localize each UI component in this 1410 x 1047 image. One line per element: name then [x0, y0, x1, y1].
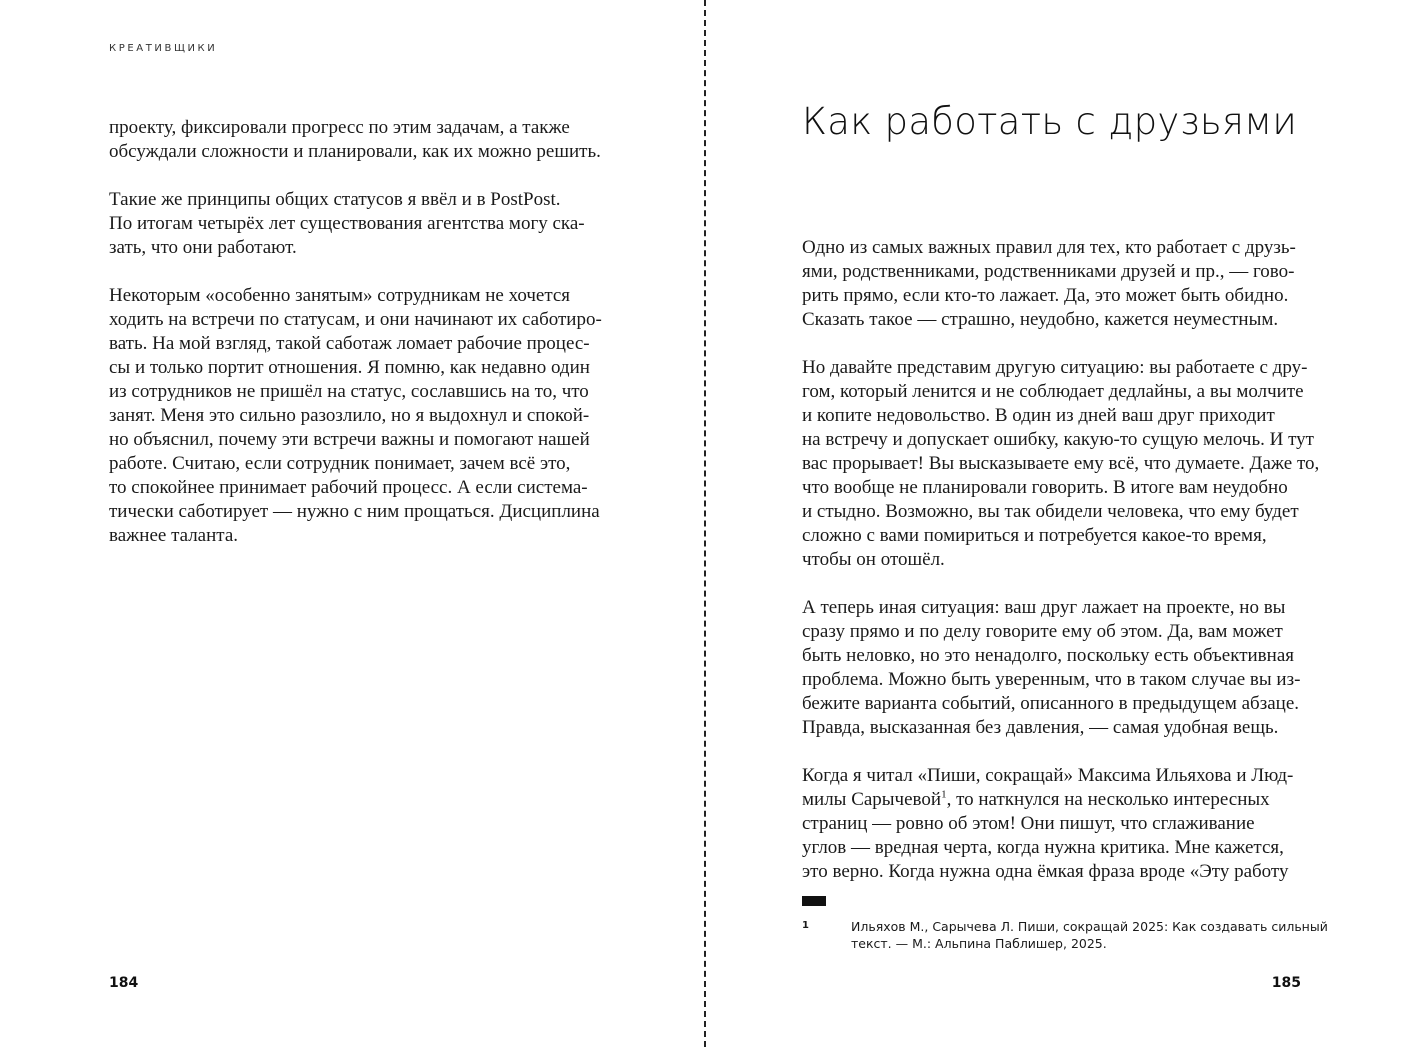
text-line: что вообще не планировали говорить. В итоге вам неудобно — [802, 477, 1288, 498]
text-line: Правда, высказанная без давления, — самая удобная вещь. — [802, 717, 1279, 738]
paragraph — [802, 596, 1322, 740]
text-line: рить прямо, если кто-то лажает. Да, это может быть обидно. — [802, 285, 1289, 306]
text-line: и стыдно. Возможно, вы так обидели человека, что ему будет — [802, 501, 1299, 522]
text-line: вас прорывает! Вы высказываете ему всё, что думаете. Даже то, — [802, 453, 1320, 474]
paragraph — [109, 284, 629, 548]
text-line: гом, который ленится и не соблюдает дедлайны, а вы молчите — [802, 381, 1304, 402]
paragraph — [802, 236, 1322, 332]
text-line: проблема. Можно быть уверенным, что в таком случае вы из- — [802, 669, 1301, 690]
text-line: вать. На мой взгляд, такой саботаж ломает рабочие процес- — [109, 333, 590, 354]
text-line: работе. Считаю, если сотрудник понимает, зачем всё это, — [109, 453, 571, 474]
text-line: чтобы он отошёл. — [802, 549, 945, 570]
text-line: страниц — ровно об этом! Они пишут, что сглаживание — [802, 813, 1255, 834]
page-number-left: 184 — [109, 975, 139, 991]
right-body-text — [802, 236, 1322, 884]
footnote-text — [851, 918, 1328, 952]
footnote-line: Ильяхов М., Сарычева Л. Пиши, сокращай 2025: Как создавать сильный — [851, 919, 1328, 934]
text-line: быть неловко, но это ненадолго, поскольку есть объективная — [802, 645, 1294, 666]
text-line — [802, 788, 1322, 812]
text-line: тически саботирует — нужно с ним прощаться. Дисциплина — [109, 501, 600, 522]
text-line: это верно. Когда нужна одна ёмкая фраза вроде «Эту работу — [802, 861, 1289, 882]
chapter-title: Как работать с друзьями — [802, 100, 1298, 143]
text-fragment: , то наткнулся на несколько интересных — [946, 789, 1270, 810]
text-line: обсуждали сложности и планировали, как их можно решить. — [109, 141, 601, 162]
text-line: зать, что они работают. — [109, 237, 297, 258]
footnote-line: текст. — М.: Альпина Паблишер, 2025. — [851, 936, 1107, 951]
text-line: и копите недовольство. В один из дней ваш друг приходит — [802, 405, 1275, 426]
left-body-text — [109, 116, 629, 548]
footnote-marker-bar — [802, 896, 826, 906]
text-line: А теперь иная ситуация: ваш друг лажает на проекте, но вы — [802, 597, 1286, 618]
text-line: то спокойнее принимает рабочий процесс. А если система- — [109, 477, 588, 498]
text-line: важнее таланта. — [109, 525, 239, 546]
text-line: По итогам четырёх лет существования агентства могу ска- — [109, 213, 585, 234]
text-line: Некоторым «особенно занятым» сотрудникам не хочется — [109, 285, 571, 306]
text-line: Сказать такое — страшно, неудобно, кажется неуместным. — [802, 309, 1279, 330]
text-line: сразу прямо и по делу говорите ему об этом. Да, вам может — [802, 621, 1283, 642]
text-line: Такие же принципы общих статусов я ввёл и в PostPost. — [109, 189, 561, 210]
text-line: сы и только портит отношения. Я помню, как недавно один — [109, 357, 590, 378]
page-number-right: 185 — [1271, 975, 1301, 991]
paragraph — [109, 188, 629, 260]
text-line: но объяснил, почему эти встречи важны и помогают нашей — [109, 429, 590, 450]
text-fragment: милы Сарычевой — [802, 789, 942, 810]
text-line: бежите варианта событий, описанного в предыдущем абзаце. — [802, 693, 1300, 714]
text-line: Но давайте представим другую ситуацию: вы работаете с дру- — [802, 357, 1308, 378]
footnote-reference[interactable]: 1 — [941, 788, 947, 801]
text-line: ходить на встречи по статусам, и они начинают их саботиро- — [109, 309, 602, 330]
text-line: ями, родственниками, родственниками друзей и пр., — гово- — [802, 261, 1295, 282]
text-line: проекту, фиксировали прогресс по этим задачам, а также — [109, 117, 570, 138]
paragraph — [802, 356, 1322, 572]
right-page — [706, 0, 1410, 1047]
text-line: из сотрудников не пришёл на статус, сославшись на то, что — [109, 381, 589, 402]
text-line: Когда я читал «Пиши, сокращай» Максима Ильяхова и Люд- — [802, 765, 1294, 786]
running-head: КРЕАТИВЩИКИ — [109, 43, 218, 54]
text-line: на встречу и допускает ошибку, какую-то сущую мелочь. И тут — [802, 429, 1314, 450]
paragraph — [802, 764, 1322, 884]
text-line: Одно из самых важных правил для тех, кто работает с друзь- — [802, 237, 1296, 258]
text-line: углов — вредная черта, когда нужна критика. Мне кажется, — [802, 837, 1284, 858]
paragraph — [109, 116, 629, 164]
text-line: занят. Меня это сильно разозлило, но я выдохнул и спокой- — [109, 405, 590, 426]
footnote-number: 1 — [802, 920, 809, 931]
text-line: сложно с вами помириться и потребуется какое-то время, — [802, 525, 1267, 546]
